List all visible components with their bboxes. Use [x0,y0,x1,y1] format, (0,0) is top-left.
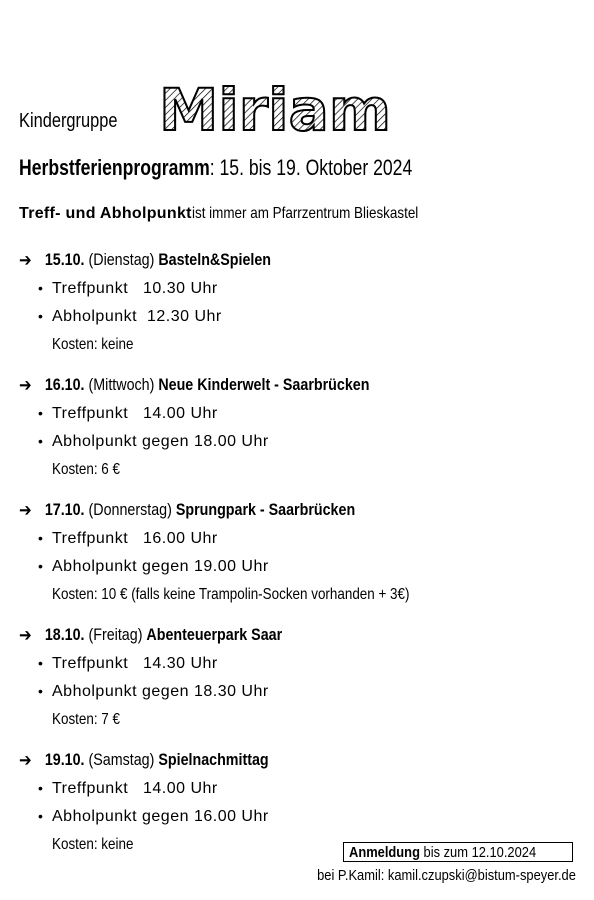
treffpunkt-line [19,280,579,308]
day-heading [19,375,489,405]
arrow-right-icon: ➔ [19,750,32,770]
day-title: Neue Kinderwelt - Saarbrücken [158,375,370,394]
day-weekday: (Donnerstag) [88,500,172,519]
treffpunkt-text: Treffpunkt 14.30 Uhr [52,655,218,672]
day-title: Basteln&Spielen [158,250,272,269]
treffpunkt-line [19,530,579,558]
day-title: Sprungpark - Saarbrücken [175,500,356,519]
bullet-icon: • [38,683,43,699]
day-title: Abenteuerpark Saar [146,625,283,644]
abholpunkt-line [19,433,579,461]
subtitle-rest: : 15. bis 19. Oktober 2024 [209,155,413,180]
kosten-text: Kosten: 6 € [52,461,121,478]
abholpunkt-line [19,683,579,711]
arrow-right-icon: ➔ [19,375,32,395]
abholpunkt-line [19,558,579,586]
day-entry [19,375,579,489]
bullet-icon: • [38,780,43,796]
kosten-line [19,586,579,614]
abholpunkt-text: Abholpunkt gegen 19.00 Uhr [52,558,269,575]
day-weekday: (Freitag) [88,625,143,644]
kosten-line [19,461,579,489]
treffpunkt-line [19,405,579,433]
treffpunkt-text: Treffpunkt 14.00 Uhr [52,780,218,797]
day-title: Spielnachmittag [158,750,269,769]
kosten-line [19,711,579,739]
bullet-icon: • [38,433,43,449]
bullet-icon: • [38,280,43,296]
day-weekday: (Dienstag) [88,250,155,269]
kosten-text: Kosten: 10 € (falls keine Trampolin-Socken vorhanden + 3€) [52,586,410,603]
kosten-line [19,336,579,364]
arrow-right-icon: ➔ [19,625,32,645]
kosten-text: Kosten: 7 € [52,711,121,728]
abholpunkt-text: Abholpunkt gegen 18.30 Uhr [52,683,269,700]
day-date: 15.10. [44,250,85,269]
treffpunkt-line [19,655,579,683]
day-heading [19,250,489,280]
meeting-point-bold: Treff- und Abholpunkt [19,205,192,222]
bullet-icon: • [38,808,43,824]
group-label: Kindergruppe [19,110,118,132]
bullet-icon: • [38,558,43,574]
miriam-logo [157,80,397,136]
day-heading [19,750,489,780]
day-heading [19,500,489,530]
day-entry [19,500,579,614]
bullet-icon: • [38,530,43,546]
kosten-text: Kosten: keine [52,336,134,353]
registration-box [343,842,573,862]
day-weekday: (Samstag) [88,750,155,769]
day-date: 18.10. [44,625,85,644]
treffpunkt-text: Treffpunkt 10.30 Uhr [52,280,218,297]
treffpunkt-text: Treffpunkt 16.00 Uhr [52,530,218,547]
abholpunkt-line [19,308,579,336]
meeting-point-note [19,205,461,223]
contact-line: bei P.Kamil: kamil.czupski@bistum-speyer.de [317,867,576,884]
registration-text [349,844,536,861]
arrow-right-icon: ➔ [19,250,32,270]
logo-text: Miriam [159,80,391,136]
registration-rest: bis zum 12.10.2024 [419,844,537,861]
abholpunkt-text: Abholpunkt 12.30 Uhr [52,308,222,325]
subtitle-bold: Herbstferienprogramm [19,155,210,180]
day-entry [19,250,579,364]
meeting-point-rest: ist immer am Pfarrzentrum Blieskastel [191,205,419,222]
day-date: 19.10. [44,750,85,769]
bullet-icon: • [38,405,43,421]
treffpunkt-text: Treffpunkt 14.00 Uhr [52,405,218,422]
arrow-right-icon: ➔ [19,500,32,520]
day-date: 16.10. [44,375,85,394]
bullet-icon: • [38,655,43,671]
day-date: 17.10. [44,500,85,519]
day-entry [19,625,579,739]
day-heading [19,625,489,655]
abholpunkt-text: Abholpunkt gegen 16.00 Uhr [52,808,269,825]
kosten-text: Kosten: keine [52,836,134,853]
treffpunkt-line [19,780,579,808]
registration-bold: Anmeldung [349,844,420,861]
day-weekday: (Mittwoch) [88,375,155,394]
page-subtitle [19,155,412,181]
abholpunkt-line [19,808,579,836]
abholpunkt-text: Abholpunkt gegen 18.00 Uhr [52,433,269,450]
bullet-icon: • [38,308,43,324]
